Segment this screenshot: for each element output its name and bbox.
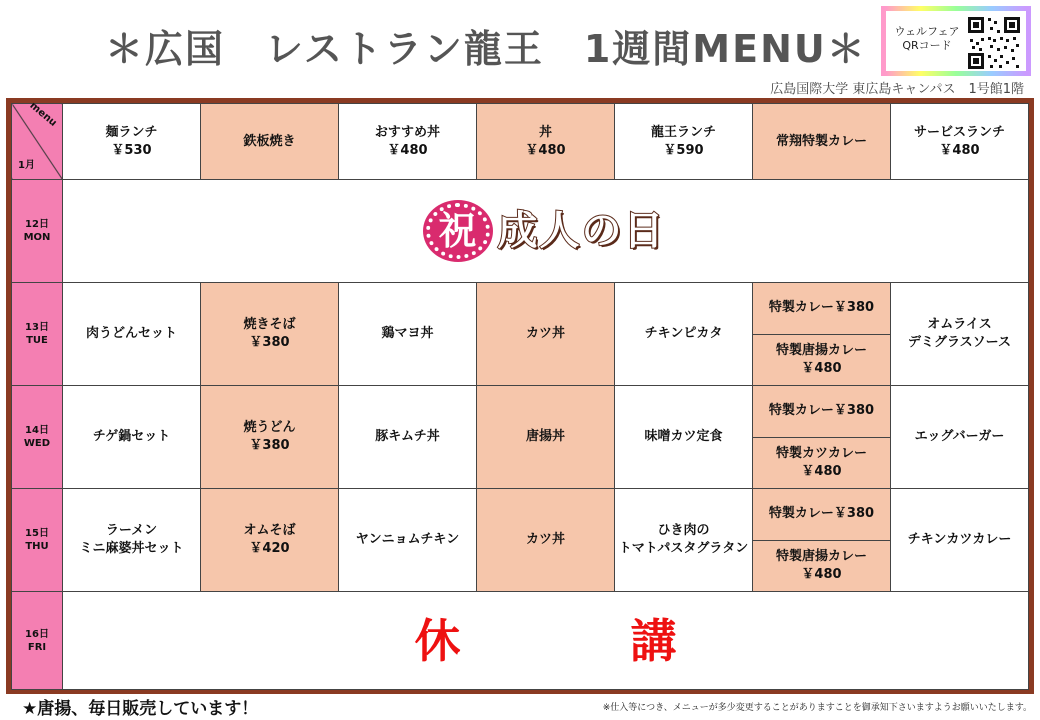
- menu-item: 特製カツカレー ￥480: [775, 445, 867, 479]
- menu-item: オムライス デミグラスソース: [891, 283, 1029, 386]
- closed-char-1: 休: [414, 613, 461, 668]
- menu-item: 特製カレー￥380: [753, 489, 890, 541]
- holiday-banner: [63, 180, 1029, 283]
- menu-table-frame: [6, 98, 1034, 694]
- day-cell-tuesday: 13日 TUE: [12, 283, 63, 386]
- table-row-wednesday: [12, 386, 1029, 489]
- column-header-service-lunch: サービスランチ ￥480: [891, 104, 1029, 180]
- column-header-special-curry: 常翔特製カレー: [753, 104, 891, 180]
- table-header-row: [12, 104, 1029, 180]
- closed-char-2: 講: [630, 613, 677, 668]
- menu-item: チキンピカタ: [615, 283, 753, 386]
- karaage-daily-notice: ★唐揚、毎日販売しています！: [22, 699, 259, 719]
- menu-item: 特製唐揚カレー ￥480: [775, 548, 867, 582]
- menu-item: 肉うどんセット: [63, 283, 201, 386]
- column-header-recommended-don: おすすめ丼 ￥480: [339, 104, 477, 180]
- menu-item: 唐揚丼: [477, 386, 615, 489]
- menu-item: 焼うどん ￥380: [201, 386, 339, 489]
- table-row-thursday: [12, 489, 1029, 592]
- menu-item: 焼きそば ￥380: [201, 283, 339, 386]
- menu-item: 豚キムチ丼: [339, 386, 477, 489]
- menu-item-split: [753, 283, 891, 386]
- qr-label-line1: ウェルフェア: [894, 25, 960, 38]
- menu-item-split: [753, 489, 891, 592]
- menu-item: 鶏マヨ丼: [339, 283, 477, 386]
- menu-item: 特製唐揚カレー ￥480: [775, 342, 867, 376]
- corner-menu-label: menu: [27, 100, 59, 129]
- column-header-teppanyaki: 鉄板焼き: [201, 104, 339, 180]
- qr-label-line2: QRコード: [902, 39, 952, 52]
- menu-item: カツ丼: [477, 489, 615, 592]
- table-row-tuesday: [12, 283, 1029, 386]
- qr-code-icon: [966, 15, 1022, 71]
- column-header-ryuou-lunch: 龍王ランチ ￥590: [615, 104, 753, 180]
- column-header-noodle-lunch: 麺ランチ ￥530: [63, 104, 201, 180]
- day-cell-friday: 16日 FRI: [12, 592, 63, 690]
- day-cell-wednesday: 14日 WED: [12, 386, 63, 489]
- menu-item: ラーメン ミニ麻婆丼セット: [63, 489, 201, 592]
- menu-change-disclaimer: ※仕入等につき、メニューが多少変更することがありますことを御承知下さいますようお願いいたします。: [602, 703, 1032, 713]
- menu-item-split: [753, 386, 891, 489]
- menu-item: エッグバーガー: [891, 386, 1029, 489]
- column-header-don: 丼 ￥480: [477, 104, 615, 180]
- corner-month-label: 1月: [18, 160, 35, 171]
- weekly-menu-table: [11, 100, 1029, 690]
- campus-location: 広島国際大学 東広島キャンパス 1号館1階: [770, 82, 1024, 97]
- qr-code-panel[interactable]: [881, 6, 1031, 76]
- menu-item: チゲ鍋セット: [63, 386, 201, 489]
- qr-label: [892, 25, 962, 53]
- menu-item: 特製カレー￥380: [753, 283, 890, 335]
- day-cell-thursday: 15日 THU: [12, 489, 63, 592]
- menu-item: オムそば ￥420: [201, 489, 339, 592]
- holiday-name: 成人の日: [497, 208, 666, 254]
- menu-item: チキンカツカレー: [891, 489, 1029, 592]
- menu-item: ひき肉の トマトパスタグラタン: [615, 489, 753, 592]
- no-class-notice: [63, 592, 1029, 690]
- table-row-monday: [12, 180, 1029, 283]
- menu-item: 特製カレー￥380: [753, 386, 890, 438]
- day-cell-monday: 12日 MON: [12, 180, 63, 283]
- menu-item: ヤンニョムチキン: [339, 489, 477, 592]
- table-row-friday: [12, 592, 1029, 690]
- page-title: ＊広国 レストラン龍王 1週間MENU＊: [105, 27, 867, 71]
- celebration-badge: 祝: [426, 203, 490, 259]
- menu-item: カツ丼: [477, 283, 615, 386]
- menu-item: 味噌カツ定食: [615, 386, 753, 489]
- corner-cell: [12, 100, 63, 180]
